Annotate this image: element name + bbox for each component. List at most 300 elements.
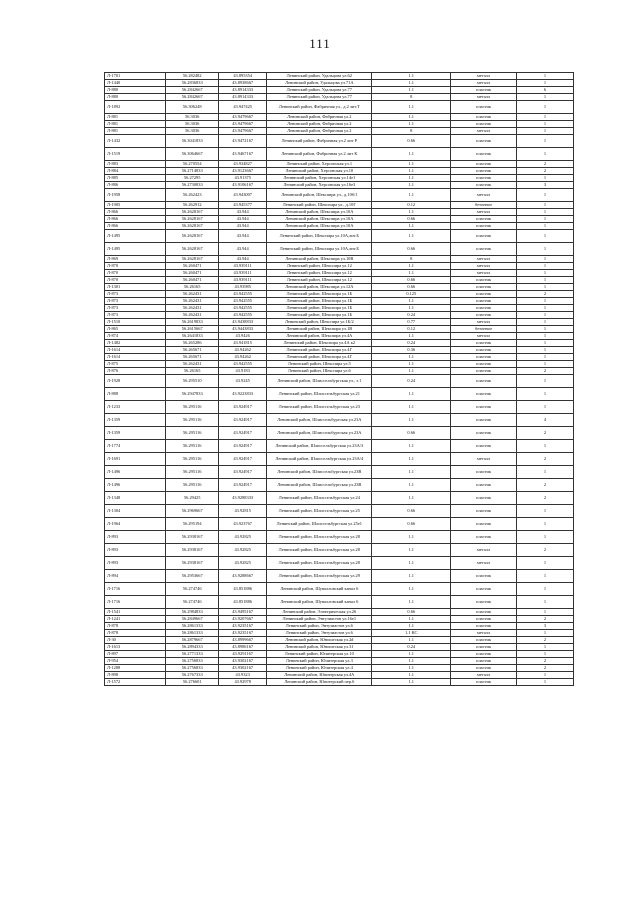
- cell-address: Ленинский район, Юпитерская ул.4А: [267, 672, 372, 679]
- cell-address: Ленинский район, Шлиссельбургская ул., з.1: [267, 375, 372, 388]
- cell-address: Ленинский район, Удальцова ул.77: [267, 87, 372, 94]
- cell-address: Ленинский район, Херсонская ул.16е3: [267, 182, 372, 189]
- cell-material: пластик: [451, 135, 517, 148]
- cell-count: 2: [516, 368, 573, 375]
- table-row: [105, 518, 574, 531]
- cell-address: Ленинский район, Шекспира ул.12: [267, 270, 372, 277]
- cell-address: Ленинский район, Шекспира ул.1Б: [267, 298, 372, 305]
- cell-count: 2: [516, 544, 573, 557]
- cell-latitude: 56.2628167: [166, 243, 219, 256]
- cell-material: металл: [451, 544, 517, 557]
- table-row: [105, 651, 574, 658]
- cell-material: металл: [451, 263, 517, 270]
- cell-material: металл: [451, 73, 517, 80]
- cell-count: 1: [516, 114, 573, 121]
- cell-volume: 1.1: [372, 270, 451, 277]
- cell-count: 1: [516, 101, 573, 114]
- cell-count: 2: [516, 665, 573, 672]
- cell-latitude: 56.2842667: [166, 87, 219, 94]
- cell-count: 1: [516, 94, 573, 101]
- cell-latitude: 56.2938167: [166, 531, 219, 544]
- cell-address: Ленинский район, Шекспира ул.1Б: [267, 312, 372, 319]
- cell-volume: 0.12: [372, 326, 451, 333]
- cell-code: Л-894: [105, 570, 166, 583]
- table-row: [105, 347, 574, 354]
- cell-code: Л-1572: [105, 679, 166, 686]
- cell-material: металл: [451, 128, 517, 135]
- cell-count: 1: [516, 175, 573, 182]
- cell-volume: 1.1: [372, 544, 451, 557]
- cell-code: Л-880: [105, 94, 166, 101]
- cell-count: 1: [516, 583, 573, 596]
- cell-volume: 1.1: [372, 148, 451, 161]
- page-number: 111: [309, 36, 331, 51]
- cell-count: 1: [516, 80, 573, 87]
- cell-address: Ленинский район, Шекспира ул.10А: [267, 216, 372, 223]
- cell-count: 2: [516, 427, 573, 440]
- cell-address: Ленинский район, Шекспира ул.4Г: [267, 354, 372, 361]
- table-row: [105, 326, 574, 333]
- cell-longitude: 43.941815: [219, 340, 267, 347]
- cell-material: пластик: [451, 148, 517, 161]
- cell-longitude: 43.9245: [219, 375, 267, 388]
- cell-code: Л-893: [105, 544, 166, 557]
- cell-material: пластик: [451, 414, 517, 427]
- cell-code: Л-1496: [105, 479, 166, 492]
- table-row: [105, 479, 574, 492]
- cell-material: металл: [451, 319, 517, 326]
- cell-count: 1: [516, 298, 573, 305]
- cell-latitude: 56.262431: [166, 312, 219, 319]
- cell-volume: 1.1: [372, 368, 451, 375]
- cell-material: пластик: [451, 401, 517, 414]
- cell-volume: 0.66: [372, 277, 451, 284]
- cell-material: металл: [451, 630, 517, 637]
- cell-latitude: 56.26165: [166, 368, 219, 375]
- table-row: [105, 665, 574, 672]
- cell-latitude: 56.260471: [166, 270, 219, 277]
- cell-material: пластик: [451, 479, 517, 492]
- cell-code: Л-1964: [105, 518, 166, 531]
- cell-material: пластик: [451, 277, 517, 284]
- cell-latitude: 56.295116: [166, 401, 219, 414]
- cell-longitude: 43.9479667: [219, 114, 267, 121]
- cell-longitude: 43.9479667: [219, 128, 267, 135]
- cell-longitude: 43.9438833: [219, 319, 267, 326]
- table-row: [105, 87, 574, 94]
- cell-volume: 1.1: [372, 479, 451, 492]
- cell-material: пластик: [451, 388, 517, 401]
- cell-address: Ленинский район, Удальцова ул.71А: [267, 80, 372, 87]
- cell-volume: 0.24: [372, 340, 451, 347]
- cell-code: Л-1359: [105, 414, 166, 427]
- cell-volume: 1.1: [372, 114, 451, 121]
- table-row: [105, 570, 574, 583]
- cell-code: Л-1716: [105, 596, 166, 609]
- cell-code: Л-1482: [105, 340, 166, 347]
- cell-longitude: 43.92825: [219, 531, 267, 544]
- table-row: [105, 361, 574, 368]
- cell-longitude: 43.944: [219, 223, 267, 230]
- cell-address: Ленинский район, Удальцова ул.62: [267, 73, 372, 80]
- cell-latitude: 56.295116: [166, 466, 219, 479]
- cell-address: Ленинский район, Шекспира ул.5: [267, 361, 372, 368]
- cell-material: пластик: [451, 368, 517, 375]
- cell-latitude: 56.274746: [166, 596, 219, 609]
- cell-latitude: 56.2628167: [166, 223, 219, 230]
- cell-longitude: 43.851886: [219, 583, 267, 596]
- cell-material: пластик: [451, 230, 517, 243]
- cell-volume: 0.66: [372, 216, 451, 223]
- cell-count: 1: [516, 230, 573, 243]
- cell-address: Ленинский район, Шлиссельбургская ул.23А/3: [267, 440, 372, 453]
- cell-address: Ленинский район, Шлиссельбургская ул.23А/4: [267, 453, 372, 466]
- cell-code: Л-1233: [105, 401, 166, 414]
- cell-count: 2: [516, 479, 573, 492]
- cell-address: Ленинский район, Шекспира ул.10А: [267, 223, 372, 230]
- cell-count: 1: [516, 340, 573, 347]
- cell-count: 1: [516, 651, 573, 658]
- cell-material: пластик: [451, 609, 517, 616]
- cell-volume: 1.1: [372, 466, 451, 479]
- cell-count: 1: [516, 312, 573, 319]
- cell-code: Л-888: [105, 388, 166, 401]
- cell-code: Л-1614: [105, 347, 166, 354]
- cell-longitude: 43.944: [219, 216, 267, 223]
- cell-longitude: 43.9223833: [219, 388, 267, 401]
- cell-code: Л-1440: [105, 80, 166, 87]
- cell-code: Л-897: [105, 651, 166, 658]
- cell-code: Л-1241: [105, 616, 166, 623]
- cell-latitude: 56.27295: [166, 175, 219, 182]
- cell-code: Л-866: [105, 223, 166, 230]
- cell-address: Ленинский район, Шлиссельбургская ул.23В: [267, 466, 372, 479]
- cell-longitude: 43.9207667: [219, 616, 267, 623]
- table-row: [105, 401, 574, 414]
- cell-material: металл: [451, 189, 517, 202]
- cell-longitude: 43.9106167: [219, 182, 267, 189]
- cell-latitude: 56.3036: [166, 121, 219, 128]
- cell-latitude: 56.306248: [166, 101, 219, 114]
- cell-volume: 1.1: [372, 168, 451, 175]
- cell-address: Ленинский район, Шекспира ул.1Б: [267, 305, 372, 312]
- cell-longitude: 43.942555: [219, 298, 267, 305]
- cell-material: пластик: [451, 375, 517, 388]
- table-row: [105, 94, 574, 101]
- cell-latitude: 56.262431: [166, 298, 219, 305]
- cell-code: Л-954: [105, 658, 166, 665]
- cell-count: 1: [516, 319, 573, 326]
- cell-volume: 1.1: [372, 333, 451, 340]
- cell-count: 1: [516, 644, 573, 651]
- cell-material: пластик: [451, 583, 517, 596]
- cell-address: Ленинский район, Юпитерская ул.3: [267, 658, 372, 665]
- cell-longitude: 43.8914333: [219, 94, 267, 101]
- table-row: [105, 340, 574, 347]
- table-row: [105, 679, 574, 686]
- cell-latitude: 56.2947833: [166, 388, 219, 401]
- table-row: [105, 128, 574, 135]
- cell-longitude: 43.939111: [219, 263, 267, 270]
- cell-count: 2: [516, 492, 573, 505]
- cell-material: металл: [451, 80, 517, 87]
- table-row: [105, 80, 574, 87]
- table-row: [105, 375, 574, 388]
- cell-longitude: 43.924917: [219, 401, 267, 414]
- cell-material: пластик: [451, 87, 517, 94]
- cell-volume: 1.1: [372, 570, 451, 583]
- cell-code: Л-1958: [105, 189, 166, 202]
- cell-volume: 1.1: [372, 596, 451, 609]
- cell-address: Ленинский район, Шекспира ул.10А,лит.Б: [267, 243, 372, 256]
- cell-code: Л-884: [105, 168, 166, 175]
- cell-code: Л-1496: [105, 466, 166, 479]
- cell-address: Ленинский район, Удальцова ул.77: [267, 94, 372, 101]
- cell-count: 2: [516, 161, 573, 168]
- cell-address: Ленинский район, Шекспира ул.1Б: [267, 291, 372, 298]
- cell-material: пластик: [451, 570, 517, 583]
- cell-longitude: 43.9443833: [219, 326, 267, 333]
- cell-material: пластик: [451, 182, 517, 189]
- cell-address: Ленинский район, Электрическая ул.26: [267, 609, 372, 616]
- cell-material: бетонное: [451, 202, 517, 209]
- cell-volume: 1.1: [372, 679, 451, 686]
- cell-count: 1: [516, 223, 573, 230]
- cell-latitude: 56.2894333: [166, 644, 219, 651]
- cell-volume: 0.24: [372, 644, 451, 651]
- cell-code: Л-1495: [105, 243, 166, 256]
- table-row: [105, 354, 574, 361]
- cell-volume: 1.1: [372, 651, 451, 658]
- cell-latitude: 56.265286: [166, 340, 219, 347]
- table-row: [105, 440, 574, 453]
- cell-material: пластик: [451, 216, 517, 223]
- cell-address: Ленинский район, Шекспира ул.12: [267, 263, 372, 270]
- cell-code: Л-873: [105, 305, 166, 312]
- table-row: [105, 531, 574, 544]
- table-row: [105, 175, 574, 182]
- cell-count: 1: [516, 202, 573, 209]
- cell-latitude: 56.2628167: [166, 256, 219, 263]
- cell-material: пластик: [451, 101, 517, 114]
- cell-volume: 1.1: [372, 453, 451, 466]
- cell-code: Л-865: [105, 326, 166, 333]
- cell-material: пластик: [451, 440, 517, 453]
- cell-latitude: 56.2938167: [166, 544, 219, 557]
- cell-code: Л-1613: [105, 644, 166, 651]
- cell-latitude: 56.276601: [166, 679, 219, 686]
- cell-volume: 1.1: [372, 209, 451, 216]
- cell-address: Ленинский район, Шекспира ул.12: [267, 277, 372, 284]
- cell-address: Ленинский район, Фабричная ул., д.2 лит.Т: [267, 101, 372, 114]
- table-row: [105, 298, 574, 305]
- cell-latitude: 56.2628167: [166, 216, 219, 223]
- cell-volume: 1.1: [372, 263, 451, 270]
- cell-volume: 1.1: [372, 223, 451, 230]
- cell-volume: 1.1: [372, 305, 451, 312]
- cell-latitude: 56.262431: [166, 305, 219, 312]
- cell-address: Ленинский район, Херсонская ул.14е1: [267, 175, 372, 182]
- cell-longitude: 43.923767: [219, 518, 267, 531]
- cell-latitude: 56.265671: [166, 347, 219, 354]
- table-row: [105, 630, 574, 637]
- cell-longitude: 43.94262: [219, 354, 267, 361]
- table-row: [105, 243, 574, 256]
- cell-count: 1: [516, 305, 573, 312]
- cell-latitude: 56.3036: [166, 128, 219, 135]
- table-row: [105, 333, 574, 340]
- cell-count: 1: [516, 263, 573, 270]
- cell-address: Ленинский район, Шекспира ул.4А: [267, 333, 372, 340]
- cell-volume: 1.1: [372, 354, 451, 361]
- cell-longitude: 43.942555: [219, 291, 267, 298]
- cell-volume: 1.1: [372, 175, 451, 182]
- cell-longitude: 43.92978: [219, 679, 267, 686]
- table-row: [105, 368, 574, 375]
- cell-material: пластик: [451, 340, 517, 347]
- cell-count: 1: [516, 531, 573, 544]
- cell-volume: 0.24: [372, 375, 451, 388]
- cell-address: Ленинский район, Шекспира ул.12А: [267, 284, 372, 291]
- cell-longitude: 43.8938667: [219, 80, 267, 87]
- cell-material: пластик: [451, 658, 517, 665]
- cell-material: пластик: [451, 284, 517, 291]
- cell-volume: 1.1: [372, 87, 451, 94]
- cell-latitude: 56.2861333: [166, 630, 219, 637]
- cell-address: Ленинский район, Юпитерский пер.6: [267, 679, 372, 686]
- cell-volume: 1.1: [372, 557, 451, 570]
- cell-longitude: 43.939111: [219, 270, 267, 277]
- cell-code: Л-1301: [105, 284, 166, 291]
- table-row: [105, 672, 574, 679]
- cell-volume: 8: [372, 94, 451, 101]
- cell-address: Ленинский район, Фабричная ул.2: [267, 128, 372, 135]
- table-row: [105, 557, 574, 570]
- cell-longitude: 43.924917: [219, 440, 267, 453]
- cell-code: Л-1519: [105, 148, 166, 161]
- cell-material: пластик: [451, 427, 517, 440]
- cell-material: металл: [451, 672, 517, 679]
- cell-longitude: 43.947425: [219, 101, 267, 114]
- cell-material: пластик: [451, 243, 517, 256]
- cell-volume: 1.1: [372, 388, 451, 401]
- cell-code: Л-1541: [105, 609, 166, 616]
- cell-code: Л-873: [105, 312, 166, 319]
- cell-longitude: 43.8999667: [219, 637, 267, 644]
- cell-material: металл: [451, 94, 517, 101]
- cell-material: пластик: [451, 665, 517, 672]
- cell-count: 1: [516, 505, 573, 518]
- cell-volume: 0.77: [372, 319, 451, 326]
- cell-volume: 1.1: [372, 665, 451, 672]
- cell-latitude: 56.260471: [166, 277, 219, 284]
- cell-latitude: 56.2836833: [166, 80, 219, 87]
- cell-latitude: 56.2628167: [166, 230, 219, 243]
- cell-code: Л-875: [105, 361, 166, 368]
- table-row: [105, 427, 574, 440]
- cell-count: 1: [516, 518, 573, 531]
- cell-address: Ленинский район, Шекспира ул., д.10б/1: [267, 189, 372, 202]
- cell-longitude: 43.924917: [219, 427, 267, 440]
- cell-volume: 0.66: [372, 284, 451, 291]
- cell-latitude: 56.2771333: [166, 651, 219, 658]
- cell-longitude: 43.9426: [219, 333, 267, 340]
- cell-address: Ленинский район, Юпитерская ул.10: [267, 651, 372, 658]
- cell-longitude: 43.8914333: [219, 87, 267, 94]
- cell-material: пластик: [451, 616, 517, 623]
- cell-address: Ленинский район, Шлиссельбургская ул.25: [267, 505, 372, 518]
- cell-longitude: 43.943007: [219, 189, 267, 202]
- cell-longitude: 43.9302167: [219, 658, 267, 665]
- cell-volume: 1.1: [372, 189, 451, 202]
- cell-code: Л-30: [105, 637, 166, 644]
- cell-material: металл: [451, 209, 517, 216]
- cell-material: металл: [451, 333, 517, 340]
- table-row: [105, 505, 574, 518]
- cell-longitude: 43.9235167: [219, 623, 267, 630]
- cell-address: Ленинский район, Шлиссельбургская ул.28: [267, 544, 372, 557]
- table-row: [105, 291, 574, 298]
- cell-longitude: 43.9479667: [219, 121, 267, 128]
- cell-count: 1: [516, 466, 573, 479]
- cell-count: 1: [516, 277, 573, 284]
- cell-material: пластик: [451, 361, 517, 368]
- cell-material: пластик: [451, 223, 517, 230]
- table-row: [105, 121, 574, 128]
- cell-volume: 1.1: [372, 658, 451, 665]
- cell-volume: 1.1: [372, 401, 451, 414]
- cell-longitude: 43.944: [219, 243, 267, 256]
- cell-latitude: 56.3036: [166, 114, 219, 121]
- cell-count: 1: [516, 243, 573, 256]
- cell-count: 1: [516, 270, 573, 277]
- table-row: [105, 637, 574, 644]
- cell-address: Ленинский район, Шекспира ул.1В: [267, 326, 372, 333]
- cell-count: 1: [516, 672, 573, 679]
- cell-code: Л-898: [105, 672, 166, 679]
- cell-code: Л-874: [105, 333, 166, 340]
- cell-code: Л-1288: [105, 665, 166, 672]
- cell-volume: 0.125: [372, 291, 451, 298]
- cell-address: Ленинский район, Фабричная ул.2: [267, 121, 372, 128]
- table-row: [105, 209, 574, 216]
- cell-count: 1: [516, 609, 573, 616]
- cell-latitude: 56.2767333: [166, 672, 219, 679]
- cell-latitude: 56.2641833: [166, 333, 219, 340]
- cell-longitude: 43.944: [219, 256, 267, 263]
- cell-latitude: 56.295116: [166, 453, 219, 466]
- cell-volume: 1.1: [372, 161, 451, 168]
- cell-code: Л-1348: [105, 492, 166, 505]
- cell-volume: 1.1: [372, 623, 451, 630]
- cell-volume: 0.66: [372, 518, 451, 531]
- cell-latitude: 56.262431: [166, 361, 219, 368]
- cell-latitude: 56.295510: [166, 375, 219, 388]
- cell-material: пластик: [451, 354, 517, 361]
- cell-longitude: 43.934827: [219, 161, 267, 168]
- cell-address: Ленинский район, Шлиссельбургская ул.29: [267, 570, 372, 583]
- cell-code: Л-873: [105, 291, 166, 298]
- cell-address: Ленинский район, Шлиссельбургская ул.21: [267, 388, 372, 401]
- cell-code: Л-883: [105, 161, 166, 168]
- cell-longitude: 43.9291167: [219, 651, 267, 658]
- cell-volume: 0.66: [372, 505, 451, 518]
- cell-latitude: 56.2953667: [166, 570, 219, 583]
- cell-volume: 1.1: [372, 414, 451, 427]
- cell-material: пластик: [451, 161, 517, 168]
- cell-material: пластик: [451, 637, 517, 644]
- cell-material: пластик: [451, 175, 517, 182]
